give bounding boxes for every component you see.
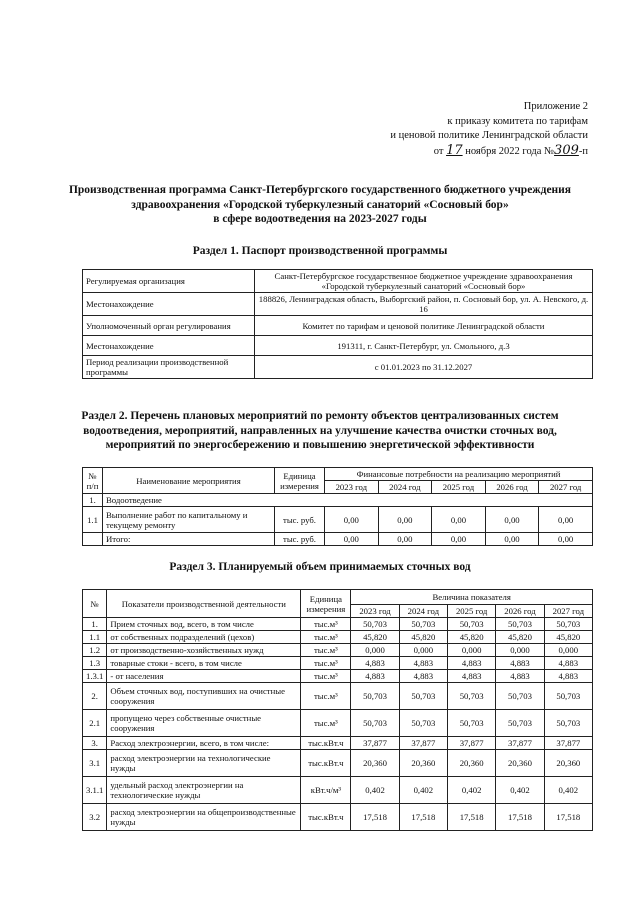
row-num: 1.2 — [83, 644, 107, 657]
group-num: 1. — [83, 494, 103, 507]
indicator-row — [83, 657, 593, 670]
row-value: 50,703 — [448, 710, 496, 737]
row-name: Расход электроэнергии, всего, в том числе: — [107, 737, 301, 750]
row-value: 50,703 — [544, 710, 592, 737]
row-unit: тыс.м³ — [301, 657, 351, 670]
year-header: 2027 год — [544, 605, 592, 618]
row-unit: тыс.кВт.ч — [301, 750, 351, 777]
row-value: 37,877 — [399, 737, 447, 750]
appendix-line1: Приложение 2 — [523, 101, 588, 112]
row-value: 0,402 — [448, 777, 496, 804]
row-value: 0,00 — [539, 533, 593, 546]
passport-value: Комитет по тарифам и ценовой политике Ленинградской области — [255, 316, 593, 336]
row-value: 50,703 — [448, 618, 496, 631]
date-prefix: от — [433, 145, 444, 157]
section3-heading: Раздел 3. Планируемый объем принимаемых сточных вод — [169, 561, 471, 573]
row-value: 50,703 — [399, 710, 447, 737]
row-value: 0,00 — [325, 507, 379, 533]
row-num: 1.3 — [83, 657, 107, 670]
measure-row — [83, 533, 593, 546]
passport-value: 188826, Ленинградская область, Выборгский район, п. Сосновый бор, ул. А. Невского, д. 16 — [255, 293, 593, 316]
row-unit: тыс.м³ — [301, 710, 351, 737]
row-value: 20,360 — [399, 750, 447, 777]
indicator-row — [83, 618, 593, 631]
measures-table — [82, 467, 593, 546]
year-header: 2023 год — [325, 481, 379, 494]
passport-table — [82, 269, 593, 379]
row-name: пропущено через собственные очистные сооружения — [107, 710, 301, 737]
group-row — [83, 494, 593, 507]
row-num: 3.2 — [83, 804, 107, 831]
passport-label: Регулируемая организация — [83, 270, 255, 293]
row-value: 4,883 — [448, 657, 496, 670]
year-header: 2025 год — [448, 605, 496, 618]
row-value: 45,820 — [399, 631, 447, 644]
row-name: расход электроэнергии на общепроизводственные нужды — [107, 804, 301, 831]
row-name: Объем сточных вод, поступивших на очистные сооружения — [107, 683, 301, 710]
year-header: 2025 год — [432, 481, 486, 494]
group-name: Водоотведение — [103, 494, 593, 507]
row-value: 50,703 — [544, 618, 592, 631]
row-value: 0,00 — [432, 507, 486, 533]
row-value: 4,883 — [399, 657, 447, 670]
row-name: от производственно-хозяйственных нужд — [107, 644, 301, 657]
document-title — [40, 183, 600, 227]
row-name: Выполнение работ по капитальному и текущему ремонту — [103, 507, 275, 533]
row-value: 20,360 — [544, 750, 592, 777]
col-fin-header: Финансовые потребности на реализацию мероприятий — [325, 468, 593, 481]
year-header: 2027 год — [539, 481, 593, 494]
volume-table — [82, 589, 593, 831]
row-value: 17,518 — [351, 804, 399, 831]
row-value: 4,883 — [496, 670, 544, 683]
row-value: 17,518 — [544, 804, 592, 831]
section2-heading-line2: водоотведения, мероприятий, направленных на улучшение качества очистки сточных вод, — [83, 424, 557, 437]
row-value: 17,518 — [496, 804, 544, 831]
row-value: 45,820 — [351, 631, 399, 644]
section2-heading-line3: мероприятий по энергосбережению и повышению энергетической эффективности — [105, 439, 535, 451]
row-num: 1. — [83, 618, 107, 631]
order-suffix: -п — [578, 145, 588, 157]
row-value: 50,703 — [544, 683, 592, 710]
col-unit-header: Единица измерения — [275, 468, 325, 494]
row-value: 4,883 — [544, 670, 592, 683]
row-value: 50,703 — [448, 683, 496, 710]
row-value: 0,000 — [399, 644, 447, 657]
s3-col-num-header: № — [83, 590, 107, 618]
row-value: 0,402 — [399, 777, 447, 804]
row-unit: тыс.кВт.ч — [301, 737, 351, 750]
order-day: 17 — [446, 142, 463, 158]
row-value: 4,883 — [399, 670, 447, 683]
passport-value: с 01.01.2023 по 31.12.2027 — [255, 356, 593, 379]
appendix-line2: к приказу комитета по тарифам — [447, 115, 588, 127]
row-value: 50,703 — [496, 618, 544, 631]
row-num: 1.1 — [83, 507, 103, 533]
measure-row — [83, 507, 593, 533]
row-num: 1.1 — [83, 631, 107, 644]
indicator-row — [83, 670, 593, 683]
row-value: 0,00 — [485, 507, 539, 533]
row-value: 50,703 — [496, 710, 544, 737]
indicator-row — [83, 631, 593, 644]
year-header: 2023 год — [351, 605, 399, 618]
row-value: 4,883 — [448, 670, 496, 683]
row-name: удельный расход электроэнергии на технологические нужды — [107, 777, 301, 804]
indicator-row — [83, 737, 593, 750]
row-unit: тыс. руб. — [275, 507, 325, 533]
row-value: 50,703 — [399, 618, 447, 631]
indicator-row — [83, 777, 593, 804]
col-num-header: № п/п — [83, 468, 103, 494]
row-value: 0,402 — [496, 777, 544, 804]
row-name: товарные стоки - всего, в том числе — [107, 657, 301, 670]
row-value: 50,703 — [351, 683, 399, 710]
appendix-line3: и ценовой политике Ленинградской области — [390, 130, 588, 141]
row-name: Итого: — [103, 533, 275, 546]
row-value: 20,360 — [448, 750, 496, 777]
row-num: 2.1 — [83, 710, 107, 737]
passport-row — [83, 336, 593, 356]
row-unit: тыс.кВт.ч — [301, 804, 351, 831]
row-num: 3. — [83, 737, 107, 750]
row-value: 4,883 — [544, 657, 592, 670]
passport-label: Период реализации производственной программы — [83, 356, 255, 379]
year-header: 2026 год — [485, 481, 539, 494]
order-number: 309 — [554, 142, 579, 158]
indicator-row — [83, 683, 593, 710]
row-value: 0,000 — [351, 644, 399, 657]
row-value: 37,877 — [351, 737, 399, 750]
row-value: 17,518 — [399, 804, 447, 831]
row-num: 3.1 — [83, 750, 107, 777]
row-name: расход электроэнергии на технологические нужды — [107, 750, 301, 777]
row-unit: тыс.м³ — [301, 683, 351, 710]
row-value: 50,703 — [351, 710, 399, 737]
appendix-block — [390, 100, 588, 159]
row-value: 0,00 — [432, 533, 486, 546]
s3-col-name-header: Показатели производственной деятельности — [107, 590, 301, 618]
indicator-row — [83, 750, 593, 777]
row-unit: тыс.м³ — [301, 631, 351, 644]
row-num: 2. — [83, 683, 107, 710]
row-value: 0,000 — [496, 644, 544, 657]
passport-label: Уполномоченный орган регулирования — [83, 316, 255, 336]
row-value: 20,360 — [496, 750, 544, 777]
row-unit: тыс.м³ — [301, 644, 351, 657]
row-value: 0,402 — [544, 777, 592, 804]
row-unit: тыс.м³ — [301, 618, 351, 631]
row-name: от собственных подразделений (цехов) — [107, 631, 301, 644]
title-line2: здравоохранения «Городской туберкулезный санаторий «Сосновый бор» — [131, 198, 509, 211]
row-value: 50,703 — [399, 683, 447, 710]
title-line1: Производственная программа Санкт-Петербургского государственного бюджетного учреждения — [68, 184, 572, 196]
row-value: 37,877 — [496, 737, 544, 750]
row-value: 50,703 — [351, 618, 399, 631]
row-num — [83, 533, 103, 546]
year-header: 2024 год — [378, 481, 432, 494]
row-name: - от населения — [107, 670, 301, 683]
row-value: 20,360 — [351, 750, 399, 777]
title-line3: в сфере водоотведения на 2023-2027 годы — [213, 213, 427, 225]
row-value: 0,00 — [325, 533, 379, 546]
section1-heading: Раздел 1. Паспорт производственной программы — [192, 245, 448, 257]
row-value: 0,00 — [485, 533, 539, 546]
row-value: 4,883 — [351, 657, 399, 670]
col-name-header: Наименование мероприятия — [103, 468, 275, 494]
row-value: 37,877 — [448, 737, 496, 750]
indicator-row — [83, 804, 593, 831]
passport-row — [83, 293, 593, 316]
s3-col-unit-header: Единица измерения — [301, 590, 351, 618]
passport-value: 191311, г. Санкт-Петербург, ул. Смольного, д.3 — [255, 336, 593, 356]
row-num: 1.3.1 — [83, 670, 107, 683]
row-value: 4,883 — [351, 670, 399, 683]
year-header: 2024 год — [399, 605, 447, 618]
row-value: 45,820 — [448, 631, 496, 644]
indicator-row — [83, 710, 593, 737]
section2-heading — [40, 409, 600, 453]
row-unit: тыс. руб. — [275, 533, 325, 546]
year-header: 2026 год — [496, 605, 544, 618]
row-name: Прием сточных вод, всего, в том числе — [107, 618, 301, 631]
section2-heading-line1: Раздел 2. Перечень плановых мероприятий по ремонту объектов централизованных систем — [81, 410, 559, 422]
row-value: 17,518 — [448, 804, 496, 831]
row-value: 45,820 — [544, 631, 592, 644]
row-value: 4,883 — [496, 657, 544, 670]
row-unit: кВт.ч/м³ — [301, 777, 351, 804]
s3-col-values-header: Величина показателя — [351, 590, 593, 605]
row-value: 37,877 — [544, 737, 592, 750]
row-value: 0,00 — [378, 507, 432, 533]
row-value: 45,820 — [496, 631, 544, 644]
indicator-row — [83, 644, 593, 657]
row-value: 50,703 — [496, 683, 544, 710]
row-value: 0,00 — [539, 507, 593, 533]
passport-label: Местонахождение — [83, 293, 255, 316]
order-month-year: ноября 2022 года № — [465, 145, 555, 157]
appendix-date-line — [390, 144, 588, 160]
passport-value: Санкт-Петербургское государственное бюджетное учреждение здравоохранения «Городской туберкулезный санаторий «Сосновый бор» — [255, 270, 593, 293]
passport-row — [83, 270, 593, 293]
row-num: 3.1.1 — [83, 777, 107, 804]
row-value: 0,402 — [351, 777, 399, 804]
passport-label: Местонахождение — [83, 336, 255, 356]
row-unit: тыс.м³ — [301, 670, 351, 683]
passport-row — [83, 316, 593, 336]
row-value: 0,000 — [544, 644, 592, 657]
row-value: 0,00 — [378, 533, 432, 546]
row-value: 0,000 — [448, 644, 496, 657]
passport-row — [83, 356, 593, 379]
